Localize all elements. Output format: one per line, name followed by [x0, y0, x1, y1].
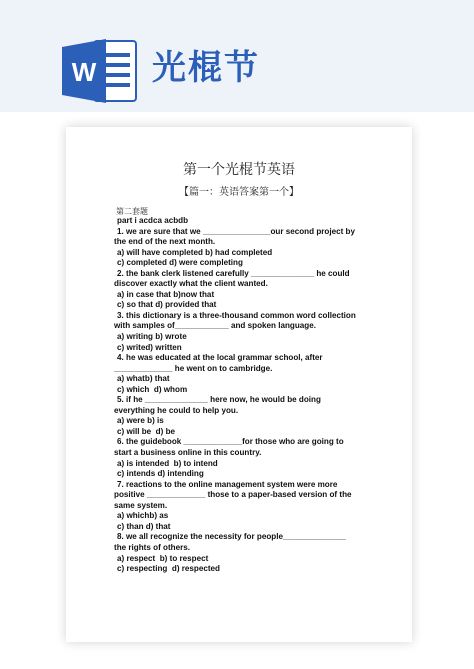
document-line: a) whatb) that [117, 374, 170, 384]
document-line: _____________ he went on to cambridge. [114, 363, 273, 373]
document-line: a) will have completed b) had completed [117, 247, 273, 257]
document-line: a) writing b) wrote [117, 332, 187, 342]
document-line: 2. the bank clerk listened carefully ______________ he could [117, 268, 350, 278]
document-line: 6. the guidebook _____________for those who are going to [117, 437, 344, 447]
document-line: 5. if he ______________ here now, he would be doing [117, 395, 321, 405]
document-line: same system. [114, 500, 168, 510]
section-label: 第二套题 [116, 207, 148, 216]
document-line: c) than d) that [117, 521, 171, 531]
document-line: part i acdca acbdb [117, 216, 189, 225]
document-line: start a business online in this country. [114, 448, 262, 458]
word-document-icon [60, 35, 140, 107]
document-line: a) were b) is [117, 416, 164, 426]
document-line: with samples of____________ and spoken language. [114, 321, 316, 331]
document-page [66, 127, 412, 642]
document-line: c) writed) written [117, 342, 182, 352]
document-line: c) completed d) were completing [117, 258, 243, 268]
document-line: a) whichb) as [117, 511, 169, 521]
banner-title: 光棍节 [152, 48, 260, 88]
document-line: 4. he was educated at the local grammar school, after [117, 353, 323, 363]
svg-text:W: W [71, 57, 97, 87]
document-line: the end of the next month. [114, 237, 216, 247]
document-line: discover exactly what the client wanted. [114, 279, 268, 289]
document-line: 1. we are sure that we _______________our second project by [117, 226, 355, 236]
document-subtitle: 【篇一：英语答案第一个】 [179, 187, 299, 198]
document-line: 8. we all recognize the necessity for people______________ [117, 532, 346, 542]
header-banner [0, 0, 474, 112]
document-line: 7. reactions to the online management system were more [117, 479, 338, 489]
document-line: everything he could to help you. [114, 405, 239, 415]
document-line: the rights of others. [114, 542, 190, 552]
document-line: positive _____________ those to a paper-based version of the [114, 490, 352, 500]
document-title: 第一个光棍节英语 [183, 162, 295, 178]
document-line: a) in case that b)now that [117, 289, 215, 299]
document-line: c) which d) whom [117, 384, 188, 394]
document-line: c) intends d) intending [117, 469, 204, 479]
document-line: 3. this dictionary is a three-thousand common word collection [117, 310, 356, 320]
document-line: c) will be d) be [117, 426, 176, 436]
document-body [114, 216, 379, 575]
document-line: c) respecting d) respected [117, 564, 221, 574]
document-line: c) so that d) provided that [117, 300, 217, 310]
document-line: a) respect b) to respect [117, 553, 209, 563]
document-line: a) is intended b) to intend [117, 458, 218, 468]
